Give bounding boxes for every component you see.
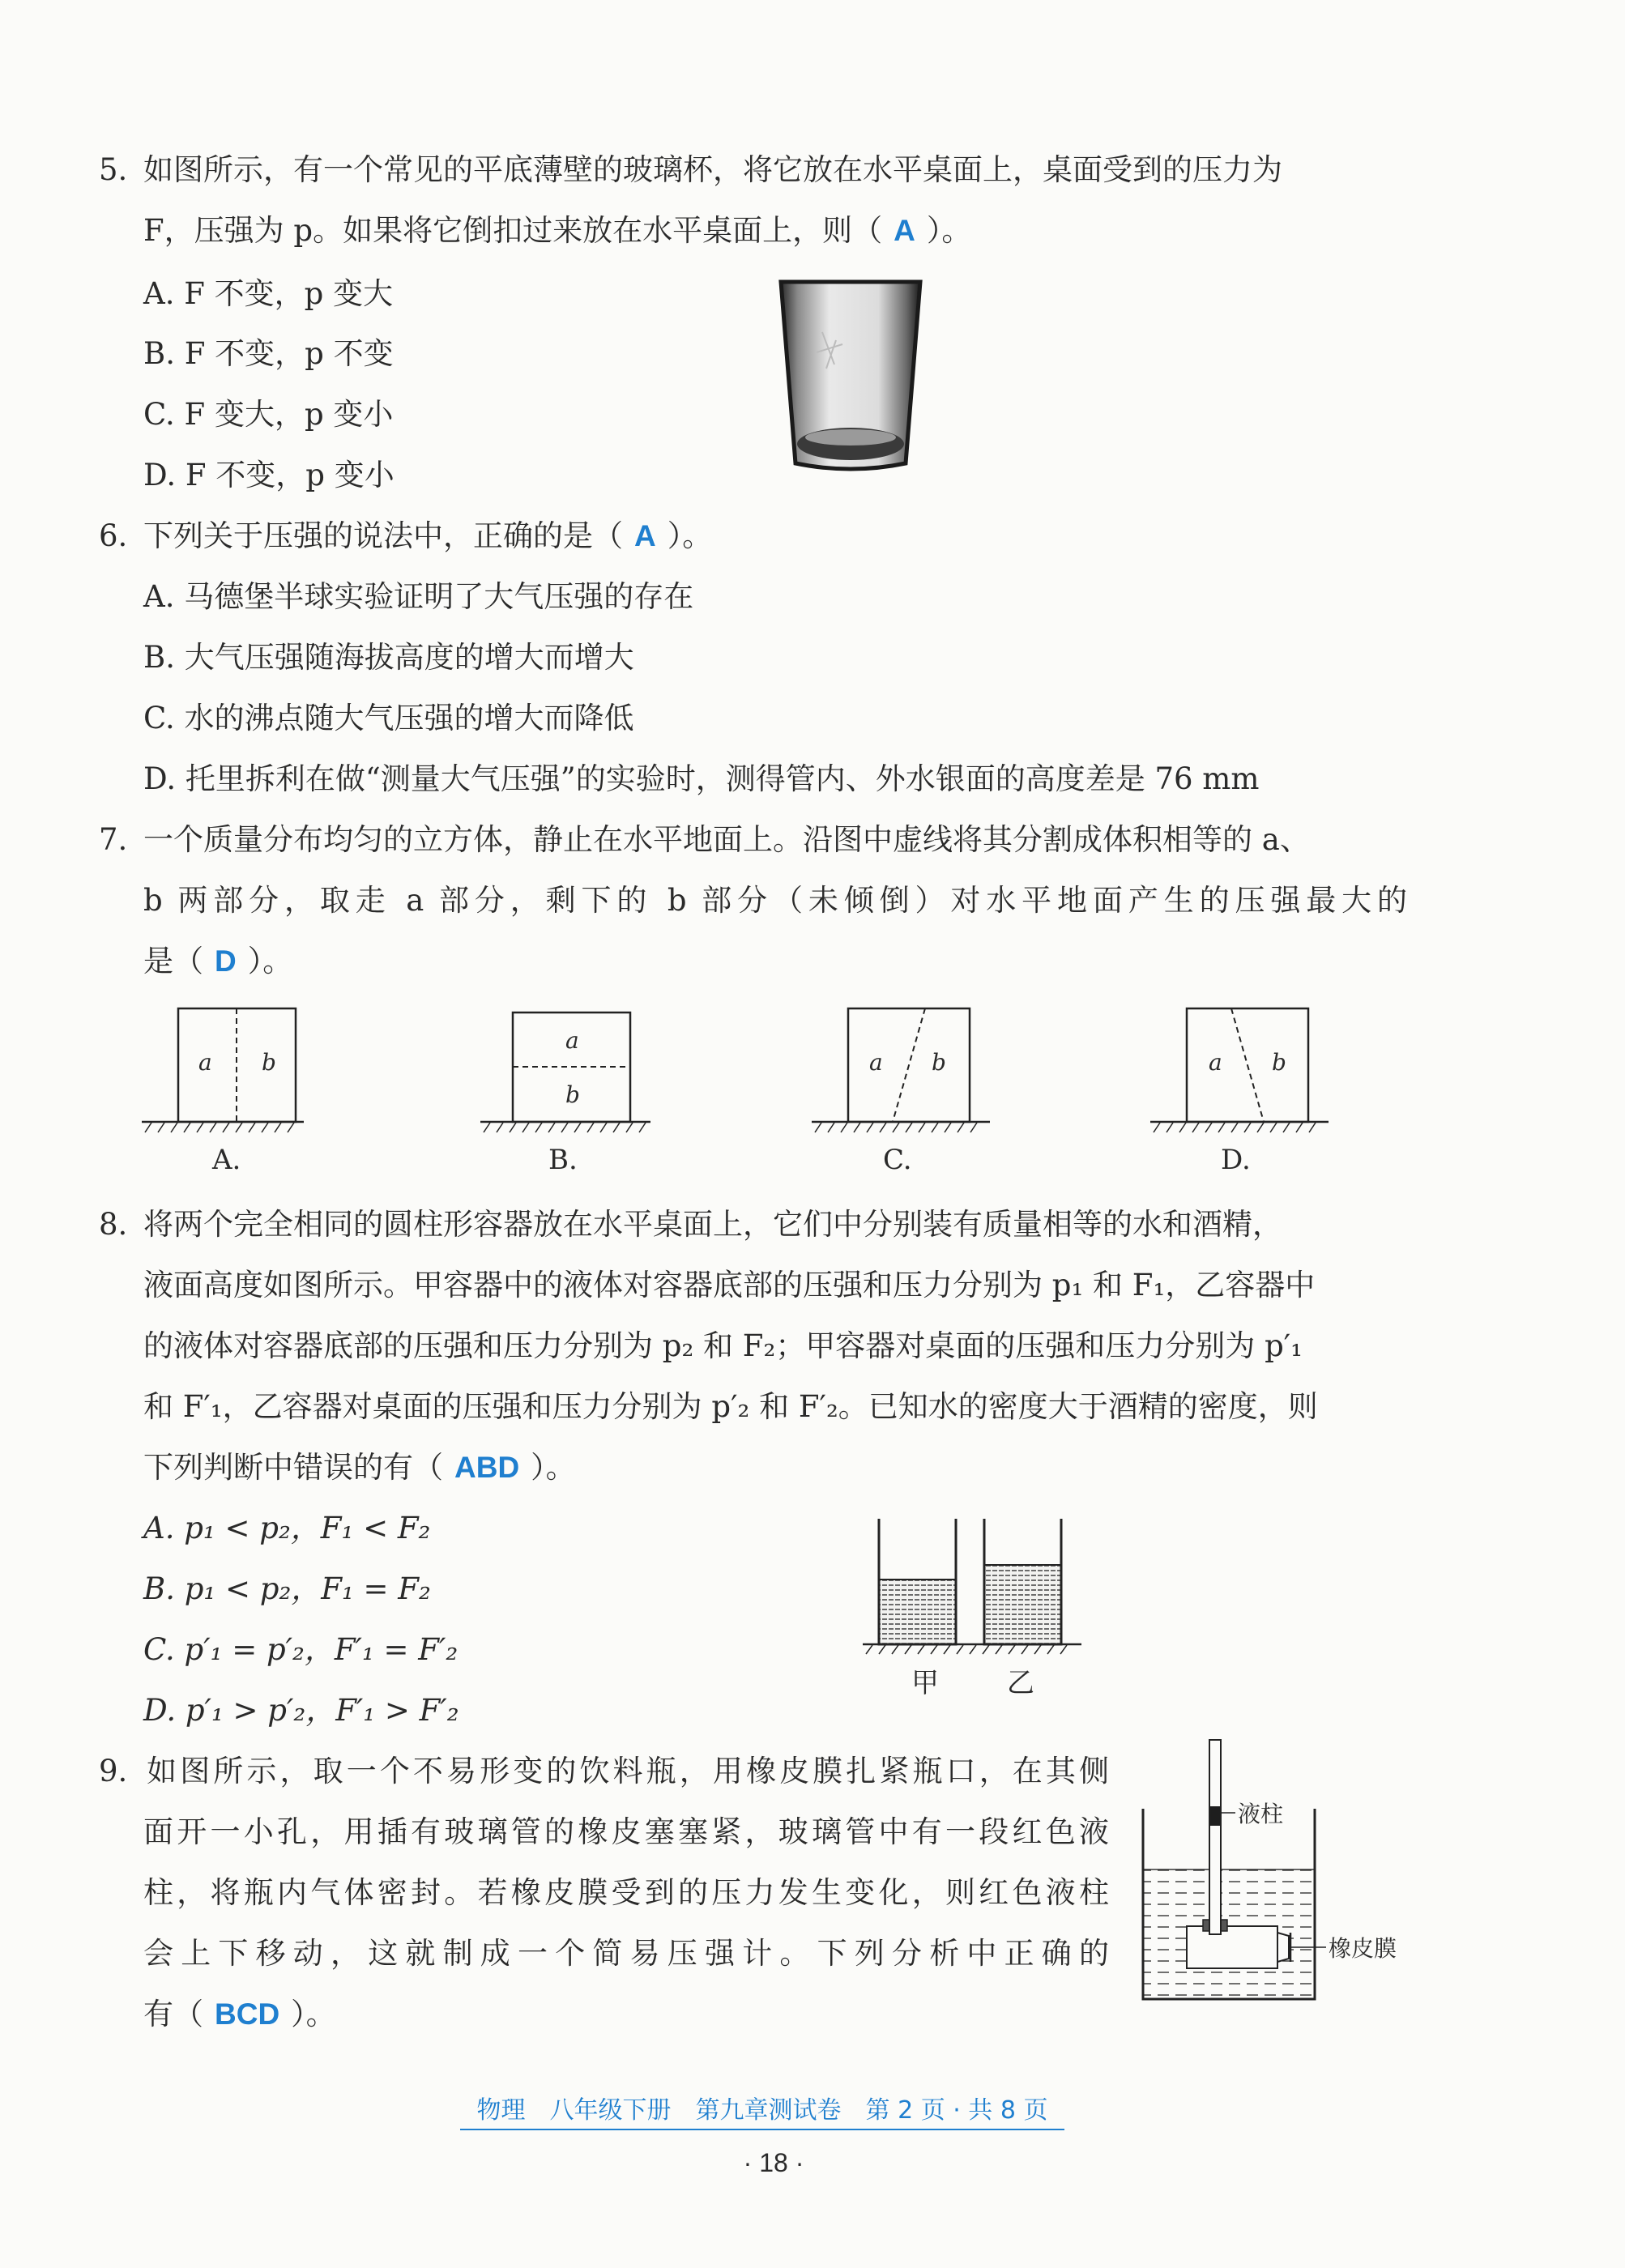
page-footer: 物理 八年级下册 第九章测试卷 第 2 页 · 共 8 页 xyxy=(460,2090,1064,2130)
q7-figure-c xyxy=(812,1004,990,1134)
q7-line1: 7. 一个质量分布均匀的立方体，静止在水平地面上。沿图中虚线将其分割成体积相等的 a、 xyxy=(99,822,1310,857)
q5-option-a: A. F 不变，p 变大 xyxy=(143,276,394,311)
q8-label-yi: 乙 xyxy=(1007,1667,1034,1699)
q7c-part-a: a xyxy=(869,1049,883,1076)
q7b-part-a: a xyxy=(565,1027,579,1054)
q7-figure-a xyxy=(142,1004,304,1134)
q8-option-a: A. p₁ < p₂，F₁ < F₂ xyxy=(143,1511,431,1545)
q6-option-a: A. 马德堡半球实验证明了大气压强的存在 xyxy=(143,579,694,614)
q7d-part-b: b xyxy=(1272,1049,1286,1076)
q8-option-c: C. p′₁ = p′₂，F′₁ = F′₂ xyxy=(143,1632,458,1667)
q6-option-c: C. 水的沸点随大气压强的增大而降低 xyxy=(143,701,634,735)
q7-answer: D xyxy=(215,944,237,978)
q8-option-b: B. p₁ < p₂，F₁ = F₂ xyxy=(143,1571,431,1606)
q7-figure-d xyxy=(1150,1004,1329,1134)
q8-line2: 液面高度如图所示。甲容器中的液体对容器底部的压强和压力分别为 p₁ 和 F₁，乙容器中 xyxy=(143,1268,1316,1302)
q7a-part-a: a xyxy=(198,1049,212,1076)
q5-option-b: B. F 不变，p 不变 xyxy=(143,336,394,371)
q6-option-d: D. 托里拆利在做“测量大气压强”的实验时，测得管内、外水银面的高度差是 76 mm xyxy=(143,761,1260,796)
q7d-part-a: a xyxy=(1209,1049,1222,1076)
q6-option-b: B. 大气压强随海拔高度的增大而增大 xyxy=(143,640,634,675)
q9-line4: 会上下移动，这就制成一个简易压强计。下列分析中正确的 xyxy=(143,1936,1109,1971)
q8-line3: 的液体对容器底部的压强和压力分别为 p₂ 和 F₂；甲容器对桌面的压强和压力分别为 p′₁ xyxy=(143,1328,1303,1363)
q6-stem: 6. 下列关于压强的说法中，正确的是（ A ）。 xyxy=(99,518,713,553)
q9-line2: 面开一小孔，用插有玻璃管的橡皮塞塞紧，玻璃管中有一段红色液 xyxy=(143,1814,1109,1849)
q7c-part-b: b xyxy=(932,1049,946,1076)
q6-answer: A xyxy=(634,519,656,552)
q9-pressure-gauge-figure xyxy=(1138,1740,1349,2007)
q8-line1: 8. 将两个完全相同的圆柱形容器放在水平桌面上，它们中分别装有质量相等的水和酒精， xyxy=(99,1207,1282,1242)
q8-option-d: D. p′₁ > p′₂，F′₁ > F′₂ xyxy=(143,1693,459,1728)
q5-answer: A xyxy=(894,214,915,247)
q7-label-b: B. xyxy=(548,1144,578,1176)
q7-label-d: D. xyxy=(1221,1144,1251,1176)
q7-line2: b 两部分，取走 a 部分，剩下的 b 部分（未倾倒）对水平地面产生的压强最大的 xyxy=(143,883,1407,918)
q9-line5: 有（ BCD ）。 xyxy=(143,1997,336,2031)
q5-option-d: D. F 不变，p 变小 xyxy=(143,458,395,492)
q8-line4: 和 F′₁，乙容器对桌面的压强和压力分别为 p′₂ 和 F′₂。已知水的密度大于酒精的密度，则 xyxy=(143,1389,1318,1424)
q7b-part-b: b xyxy=(565,1081,580,1108)
q9-label-liquid-column: 液柱 xyxy=(1238,1801,1284,1827)
q7-label-c: C. xyxy=(883,1144,912,1176)
q8-line5: 下列判断中错误的有（ ABD ）。 xyxy=(143,1450,576,1485)
q9-line1: 9. 如图所示，取一个不易形变的饮料瓶，用橡皮膜扎紧瓶口，在其侧 xyxy=(99,1754,1109,1788)
page-number: · 18 · xyxy=(743,2148,804,2177)
q7a-part-b: b xyxy=(262,1049,276,1076)
q5-line2: F，压强为 p。如果将它倒扣过来放在水平桌面上，则（ A ）。 xyxy=(143,213,972,248)
q7-line3: 是（ D ）。 xyxy=(143,944,293,978)
q9-line3: 柱，将瓶内气体密封。若橡皮膜受到的压力发生变化，则红色液柱 xyxy=(143,1875,1109,1910)
q9-answer: BCD xyxy=(215,1997,280,2031)
q7-label-a: A. xyxy=(212,1144,241,1176)
q5-option-c: C. F 变大，p 变小 xyxy=(143,397,394,432)
q8-containers-figure xyxy=(863,1515,1081,1656)
q9-label-rubber-membrane: 橡皮膜 xyxy=(1329,1935,1397,1962)
q5-line1: 5. 如图所示，有一个常见的平底薄壁的玻璃杯，将它放在水平桌面上，桌面受到的压力为 xyxy=(99,152,1282,187)
q8-answer: ABD xyxy=(454,1451,520,1484)
q8-label-jia: 甲 xyxy=(911,1667,939,1699)
glass-cup-figure xyxy=(778,275,923,478)
